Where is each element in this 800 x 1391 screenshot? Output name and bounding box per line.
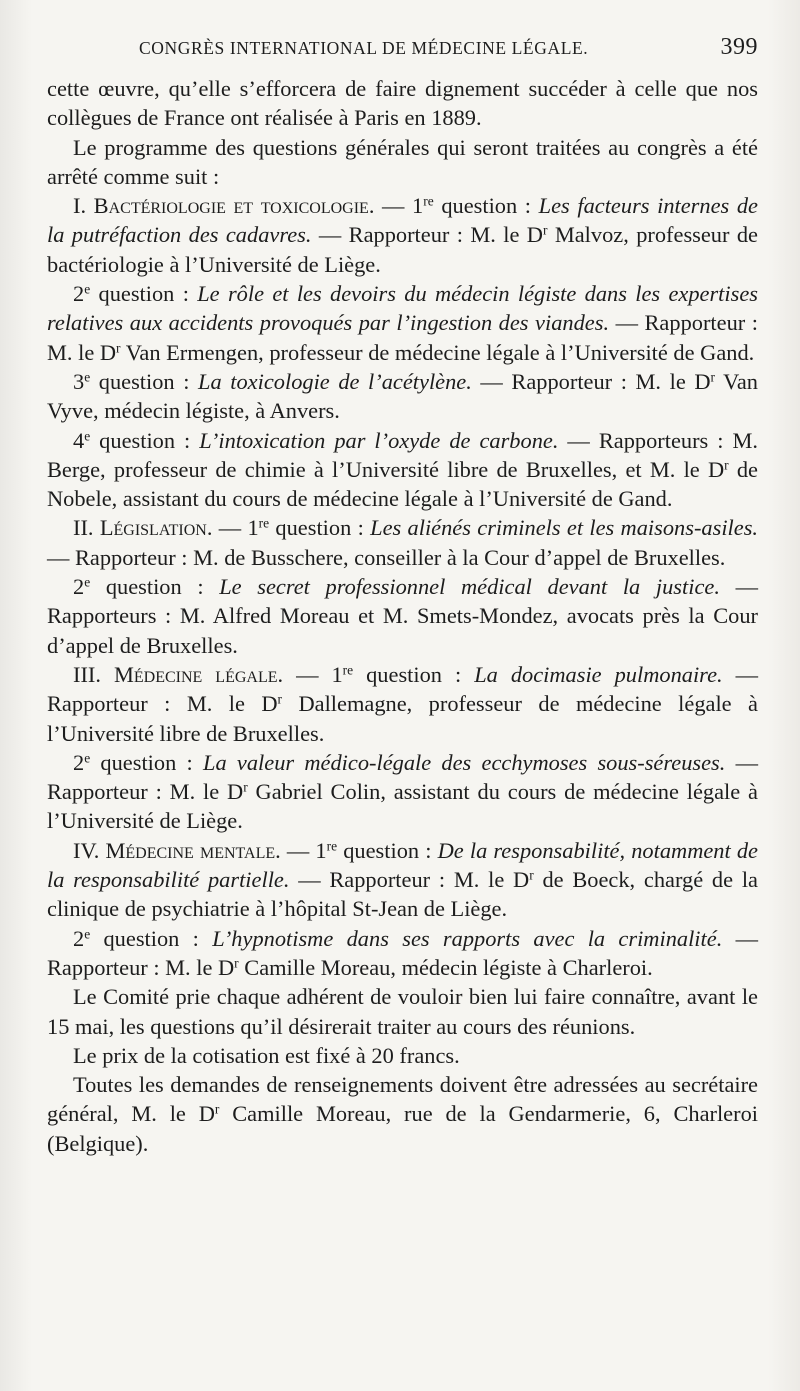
text-run: II. [73,515,100,541]
paragraph [47,836,758,924]
text-run: Malvoz, professeur de bactériologie à l’Université de Liège. [47,222,758,277]
superscript: e [84,281,91,297]
superscript: r [277,691,283,707]
superscript: r [542,223,548,239]
text-run: Gabriel Colin, assistant du cours de médecine légale à l’Université de Liège. [47,779,758,834]
superscript: e [84,750,91,766]
section-heading: Médecine mentale. [105,837,281,863]
text-run: question : [90,368,199,394]
superscript: e [84,428,91,444]
superscript: r [243,779,248,795]
text-run: Dallemagne, professeur de médecine légale à l’Université libre de Bruxelles. [47,691,758,746]
italic-title: Le rôle et les devoirs du médecin légiste dans les expertises relatives aux accidents provoqués par l’ingestion des viandes. [47,281,758,336]
italic-title: Les aliénés criminels et les maisons-asiles. [370,515,759,541]
superscript: r [234,955,239,971]
superscript: r [214,1102,220,1117]
text-run: question : [90,749,204,775]
italic-title: L’hypnotisme dans ses rapports avec la criminalité. [212,925,723,951]
superscript: e [84,926,91,942]
text-run: — Rapporteur : M. le D [47,749,758,805]
running-title: CONGRÈS INTERNATIONAL DE MÉDECINE LÉGALE. [139,38,589,58]
text-run: — Rapporteur : M. le D [47,310,758,365]
section-heading: Bactériologie et toxicologie. [93,193,375,219]
italic-title: Le secret professionnel médical devant la justice. [219,574,720,600]
text-run: question : [337,837,438,863]
superscript: re [258,516,270,532]
text-run: — Rapporteurs : M. Alfred Moreau et M. Smets-Mondez, avocats près la Cour d’appel de Bruxelles. [47,574,758,658]
superscript: r [116,340,121,356]
text-run: — Rapporteur : M. de Busschere, conseiller à la Cour d’appel de Bruxelles. [47,544,726,570]
section-heading: Législation. [99,515,213,541]
text-run: de Boeck, chargé de la clinique de psychiatrie à l’hôpital St-Jean de Liège. [47,867,758,922]
italic-title: La toxicologie de l’acétylène. [198,368,472,394]
text-run: Le Comité prie chaque adhérent de vouloir bien lui faire connaître, avant le 15 mai, les questions qu’il désirerait traiter au cours des réunions. [47,984,758,1039]
text-run: — 1 [212,515,259,541]
italic-title: La valeur médico-légale des ecchymoses sous-séreuses. [203,749,726,775]
superscript: r [710,369,715,385]
text-run: I. [73,193,94,219]
paragraph [47,74,758,133]
italic-title: Les facteurs internes de la putréfaction des cadavres. [47,193,758,248]
text-run: — Rapporteur : M. le D [289,867,530,893]
text-run: Camille Moreau, rue de la Gendarmerie, 6, Charleroi (Belgique). [47,1101,758,1156]
text-run: — 1 [374,193,424,219]
page-header [139,34,758,74]
paragraph [47,748,758,836]
text-run: question : [433,193,539,219]
superscript: r [529,867,534,883]
paragraph [47,191,758,279]
text-run: IV. [73,837,106,863]
text-run: Toutes les demandes de renseignements doivent être adressées au secrétaire général, M. le D [47,1072,758,1127]
paragraph [47,572,758,660]
text-run: question : [353,661,475,687]
text-run: — Rapporteur : M. le D [47,925,759,980]
text-run: Van Ermengen, professeur de médecine légale à l’Université de Gand. [120,339,755,365]
text-run: question : [90,281,198,307]
superscript: r [724,457,729,473]
paragraph [47,426,758,514]
superscript: e [84,574,91,590]
text-run: 2 [73,749,85,775]
text-run: 2 [73,574,85,600]
text-run: Le programme des questions générales qui seront traitées au congrès a été arrêté comme suit : [47,134,758,189]
text-run: — Rapporteur : M. le D [471,368,711,394]
superscript: e [84,369,91,385]
paragraph [47,513,758,572]
text-run: — 1 [280,837,327,863]
text-run: question : [269,515,371,541]
text-run: 2 [73,281,85,307]
text-run: question : [90,925,213,951]
paragraph [47,660,758,748]
text-run: — Rapporteur : M. le D [311,222,543,248]
text-run: 4 [73,427,85,453]
paragraph [47,367,758,426]
text-run: Van Vyve, médecin légiste, à Anvers. [47,368,758,424]
text-run: — Rapporteur : M. le D [47,661,758,717]
text-run: Le prix de la cotisation est fixé à 20 francs. [73,1042,460,1068]
text-run: — 1 [283,661,343,687]
text-run: de Nobele, assistant du cours de médecine légale à l’Université de Gand. [47,456,759,512]
superscript: re [326,838,338,854]
italic-title: La docimasie pulmonaire. [474,661,723,687]
paragraph [47,279,758,367]
text-run: 3 [73,368,85,394]
text-run: 2 [73,925,85,951]
superscript: re [342,662,354,678]
text-run: cette œuvre, qu’elle s’efforcera de faire dignement succéder à celle que nos collègues de France ont réalisée à Paris en 1889. [47,76,758,131]
paragraph [47,1070,758,1158]
italic-title: De la responsabilité, notamment de la responsabilité partielle. [47,837,758,893]
paragraph [47,133,758,192]
section-heading: Médecine légale. [113,661,284,687]
body-text [47,74,758,1158]
superscript: re [423,193,434,209]
text-run: III. [73,661,114,687]
paragraph [47,982,758,1041]
italic-title: L’intoxication par l’oxyde de carbone. [199,427,559,453]
text-run: — Rapporteurs : M. Berge, professeur de chimie à l’Université libre de Bruxelles, et M. le D [47,427,758,482]
paragraph [47,924,758,983]
paragraph [47,1041,758,1070]
text-run: Camille Moreau, médecin légiste à Charleroi. [238,954,653,980]
page-number: 399 [720,34,758,60]
text-run: question : [90,574,220,600]
text-run: question : [90,427,200,453]
